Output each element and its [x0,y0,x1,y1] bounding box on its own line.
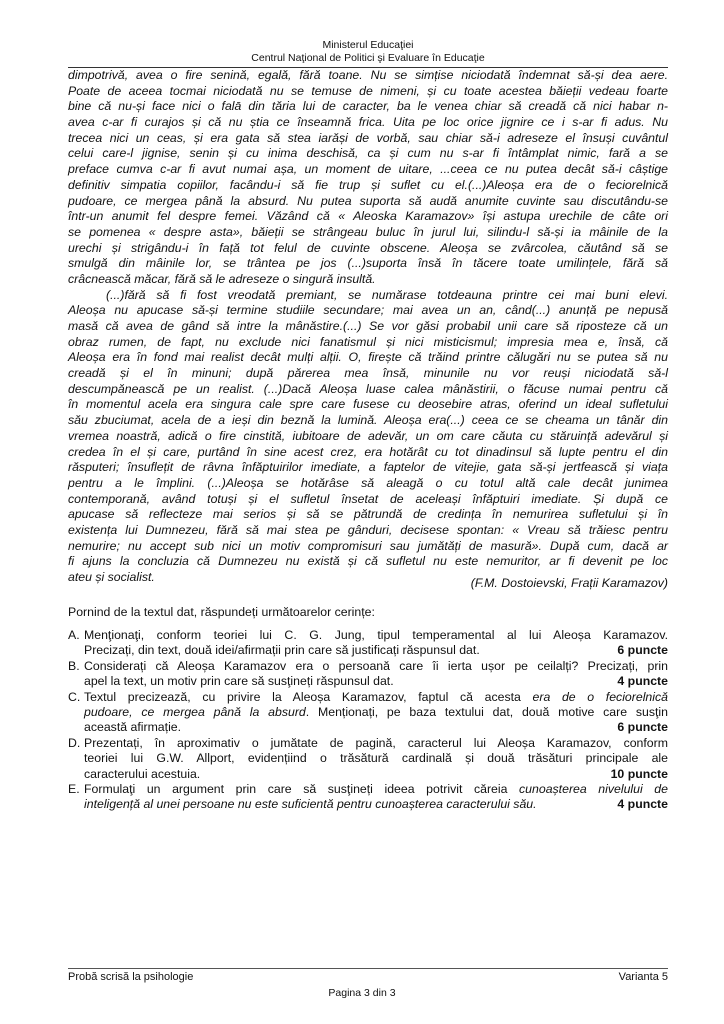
question-quote: era de o feciorelnică [532,689,668,704]
passage-line: existența lui Dumnezeu, fără să mai stea pe gânduri, decisese spontan: « Vreau să trăiesc pentru [68,522,668,537]
question-text: apel la text, un motiv prin care să susţineți răspunsul dat. [84,674,394,689]
page-number: Pagina 3 din 3 [328,987,396,999]
question-letter: D. [68,735,81,750]
passage-line: Aleoșa era în fond mai realist decât mulți alții. O, firește că trăind printre călugări nu se putea să nu [68,350,668,365]
question-text: caracterului acestuia. [84,766,201,781]
question-letter: B. [68,658,80,673]
question-a [68,628,668,659]
passage-line: pentru a le împlini. (...)Aleoșa se hotărâse să aleagă o cu totul altă cale decât junimea [68,475,668,490]
passage-line: smulgă din mâinile lor, se trântea pe jos (...)suporta însă în tăcere toate umilințele, fără să [68,256,668,271]
passage-line: fi ajuns la concluzia că Dumnezeu nu există și că sufletul nu este nemuritor, ar fi devenit pe loc [68,554,668,569]
passage-line: în momentul acela era singura cale spre care fusese cu deosebire atras, oferind un ideal sufletului [68,397,668,412]
question-quote: pudoare, ce mergea până la absurd [84,704,306,719]
footer-divider [68,968,668,969]
question-text-plain: Textul precizează, cu privire la Aleoșa Karamazov, faptul că acesta [84,689,533,704]
passage-line: creadă și el în minuni; după părerea mea însă, minunile nu vor reuși niciodată să-l [68,366,668,381]
points-label: 10 puncte [610,766,668,781]
passage-line: vremea noastră, adică o fire cinstită, iubitoare de adevăr, un om care căuta cu stăruință adevărul și [68,428,668,443]
passage-line: ateu și socialist. [68,570,155,584]
question-c [68,690,668,736]
exam-title: Probă scrisă la psihologie [68,971,194,983]
page-header [68,39,668,65]
points-label: 6 puncte [617,643,668,658]
question-quote: cunoașterea nivelului de [519,781,668,796]
excerpt-source: (F.M. Dostoievski, Frații Karamazov) [470,576,668,590]
passage-line: preface cumva c-ar fi avut numai așa, un moment de uitare, ...ceea ce nu putea decât să-i câștige [68,162,668,177]
variant-label: Varianta 5 [618,971,668,983]
question-text-plain: Formulaţi un argument prin care să susţineți ideea potrivit căreia [84,781,520,796]
passage-line: urechi și strigându-i în față tot felul de cuvinte obscene. Aleoșa se zvârcolea, căutând să se [68,240,668,255]
center-name: Centrul Naţional de Politici şi Evaluare în Educaţie [251,52,485,64]
passage-line: credea în el și care, purtând în sine acest crez, era hotărât cu tot dinadinsul să lupte pentru el din [68,444,668,459]
passage-line: bine că nu-și face nici o falā din tăria lui de caracter, ba le venea chiar să creadă că nici habar n- [68,99,668,114]
passage-line: contemporană, având totuși și el sufletul însetat de aceleași înfăptuiri imediate. Și după ce [68,491,668,506]
question-text-plain: . Menționați, pe baza textului dat, două motive care susţin [305,704,668,719]
question-letter: E. [68,781,80,796]
passage-line: apucase să reflecteze mai serios și să se pătrundă de credința în nemurirea sufletului și în [68,507,668,522]
question-text: Menţionaţi, conform teoriei lui C. G. Jung, tipul temperamental al lui Aleoșa Karamazov. [84,628,668,642]
ministry-name: Ministerul Educaţiei [322,39,414,51]
passage-line: crâcnească măcar, fără să le adreseze o singură insultă. [68,271,376,286]
passage-line: dimpotrivă, avea o fire senină, egală, fără toane. Nu se simțise niciodată îndemnat să-și dea aere. [68,68,668,82]
question-quote: inteligență al unei persoane nu este suficientă pentru cunoașterea caracterului său. [84,797,537,812]
question-text: Considerați că Aleoșa Karamazov era o persoană care îi ierta ușor pe ceilalți? Precizați, prin [84,658,668,673]
passage-line: Aleoșa nu apucase să-și termine studiile secundare; mai avea un an, când(...) anunță pe nepusă [68,303,668,318]
question-e [68,782,668,813]
passage-line: se pomenea « despre asta», băieții se strângeau buluc în jurul lui, silindu-l să-și ia mâinile de la [68,224,668,239]
passage-line: nemurire; nu accept sub nici un motiv compromisuri sau jumătăți de masură». După cum, dacă ar [68,538,668,553]
question-letter: A. [68,628,80,642]
question-text: Precizați, din text, două idei/afirmații prin care să justificați răspunsul dat. [84,643,480,658]
passage-line: masă că avea de gând să intre la mânăstire.(...) Se vor găsi probabil unii care să riposteze că un [68,319,668,333]
question-text: teoriei lui G.W. Allport, evidențiind o trăsătură cardinală și două trăsături principale ale [84,751,668,766]
passage-line: celui care-l jignise, senin și cu inima deschisă, ca și cum nu s-ar fi întâmplat nimic, fară a se [68,146,668,161]
passage-line: Poate de aceea tocmai niciodată nu se temuse de nimeni, și cu toate acestea băieții vedeau foarte [68,83,668,98]
passage-line: pudoare, ce mergea până la absurd. Nu putea suporta să audă anumite cuvinte sau discutându-se [68,193,668,208]
points-label: 4 puncte [617,674,668,689]
passage-line: răsputeri; însuflețit de râvna înfăptuirilor imediate, a faptelor de vitejie, gata să-și jertfească și viața [68,460,668,475]
question-text [84,705,668,720]
passage-line: descumpănească pe un realist. (...)Dacă Aleoșa luase calea mânăstirii, o făcuse numai pentru că [68,381,668,396]
passage-line: său zbuciumat, acela de a ieși din beznă la lumină. Aleoșa era(...) ceea ce se cheama un tânăr din [68,413,668,428]
points-label: 6 puncte [617,720,668,735]
questions-intro: Pornind de la textul dat, răspundeți următoarelor cerințe: [68,605,375,619]
question-text [84,782,668,797]
question-list [68,628,668,813]
passage-line: într-un anumit fel despre femei. Văzând că « Aleoska Karamazov» își astupa urechile de câte ori [68,209,668,224]
passage-line: obraz rumen, de fapt, nu exclude nici fanatismul și nici misticismul; impresia mea e, însă, că [68,334,668,349]
question-letter: C. [68,689,81,704]
question-d [68,736,668,782]
passage-line: (...)fără să fi fost vreodată premiant, se numărase totdeauna printre cei mai buni elevi. [106,287,668,302]
question-text: această afirmație. [84,720,182,735]
literary-excerpt [68,68,668,586]
passage-line: trecea nici un ceas, și era gata să stea iarăși de vorbă, sau chiar să-i adreseze el însuși cuvântul [68,130,668,145]
passage-line: definitiv simpatia copiilor, facându-i să fie trup și suflet cu el.(...)Aleoșa era de o feciorelnică [68,177,668,192]
question-b [68,659,668,690]
question-text: Prezentați, în aproximativ o jumătate de pagină, caracterul lui Aleoșa Karamazov, conform [84,735,668,750]
question-text [84,690,668,705]
points-label: 4 puncte [617,797,668,812]
passage-line: avea c-ar fi curajos și că nu știa ce înseamnă frica. Uita pe loc orice jignire ce i s-ar fi adus. Nu [68,115,668,130]
